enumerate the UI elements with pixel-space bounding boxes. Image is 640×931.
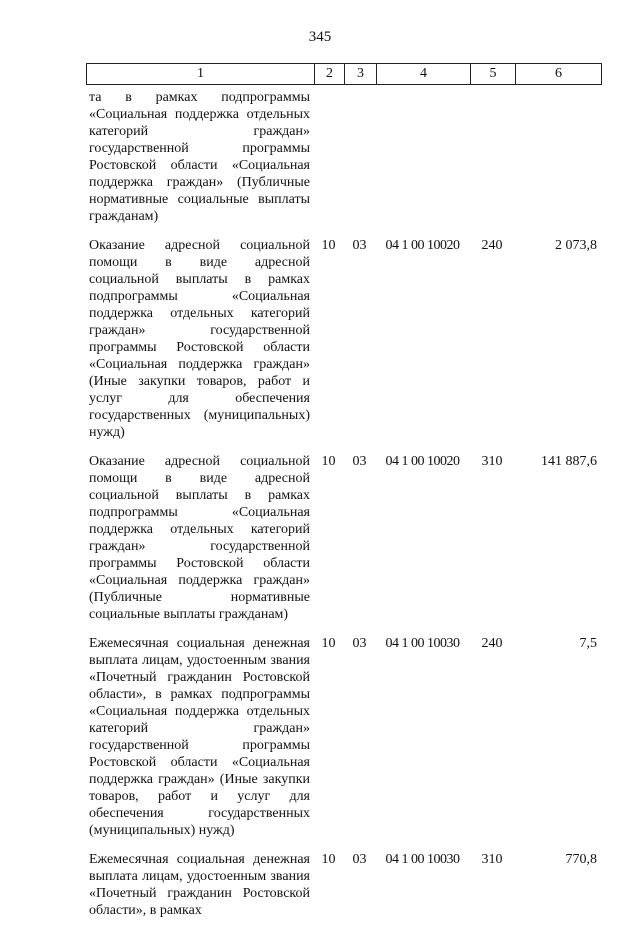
row-section: 10: [321, 852, 336, 867]
row-amount: 2 073,8: [555, 238, 597, 253]
row-amount: 7,5: [579, 636, 597, 651]
table-row: [86, 851, 601, 919]
column-header-4: 4: [377, 64, 471, 85]
table-row: [86, 635, 601, 839]
row-description: Оказание адресной социальной помощи в виде адресной социальной выплаты в рамках подпрограммы «Социальная поддержка отдельных категорий граждан» государственной программы Ростовской области «Социальная поддержка граждан» (Иные закупки товаров, работ и услуг для обеспечения государственных (муниципальных) нужд): [89, 238, 310, 440]
row-expense-type: 310: [481, 852, 503, 867]
row-section: 10: [321, 636, 336, 651]
row-target-code: 04 1 00 10030: [385, 852, 460, 867]
row-subsection: 03: [352, 636, 367, 651]
column-header-row: [87, 64, 602, 85]
row-target-code: 04 1 00 10020: [385, 238, 460, 253]
row-subsection: 03: [352, 238, 367, 253]
column-header-3: 3: [345, 64, 377, 85]
column-header-1: 1: [87, 64, 315, 85]
row-amount: 141 887,6: [541, 454, 597, 469]
row-expense-type: 240: [481, 238, 503, 253]
row-section: 10: [321, 454, 336, 469]
row-amount: 770,8: [565, 852, 597, 867]
row-target-code: 04 1 00 10030: [385, 636, 460, 651]
row-subsection: 03: [352, 454, 367, 469]
row-description: та в рамках подпрограммы «Социальная поддержка отдельных категорий граждан» государственной программы Ростовской области «Социальная поддержка граждан» (Публичные нормативные социальные выплаты гражданам): [89, 90, 310, 224]
column-header-5: 5: [471, 64, 516, 85]
page-number: 345: [308, 29, 332, 45]
row-section: 10: [321, 238, 336, 253]
column-header-6: 6: [516, 64, 602, 85]
table-row: [86, 237, 601, 441]
row-description: Ежемесячная социальная денежная выплата лицам, удостоенным звания «Почетный гражданин Ростовской области», в рамках: [89, 852, 310, 918]
row-description: Оказание адресной социальной помощи в виде адресной социальной выплаты в рамках подпрограммы «Социальная поддержка отдельных категорий граждан» государственной программы Ростовской области «Социальная поддержка граждан» (Публичные нормативные социальные выплаты гражданам): [89, 454, 310, 622]
column-header-2: 2: [315, 64, 345, 85]
row-subsection: 03: [352, 852, 367, 867]
row-target-code: 04 1 00 10020: [385, 454, 460, 469]
row-expense-type: 310: [481, 454, 503, 469]
table-row: [86, 89, 601, 225]
column-header-table: [86, 63, 602, 85]
row-expense-type: 240: [481, 636, 503, 651]
row-description: Ежемесячная социальная денежная выплата лицам, удостоенным звания «Почетный гражданин Ростовской области», в рамках подпрограммы «Социальная поддержка отдельных категорий граждан» государственной программы Ростовской области «Социальная поддержка граждан» (Иные закупки товаров, работ и услуг для обеспечения государственных (муниципальных) нужд): [89, 636, 310, 838]
table-row: [86, 453, 601, 623]
budget-rows: [86, 89, 601, 931]
